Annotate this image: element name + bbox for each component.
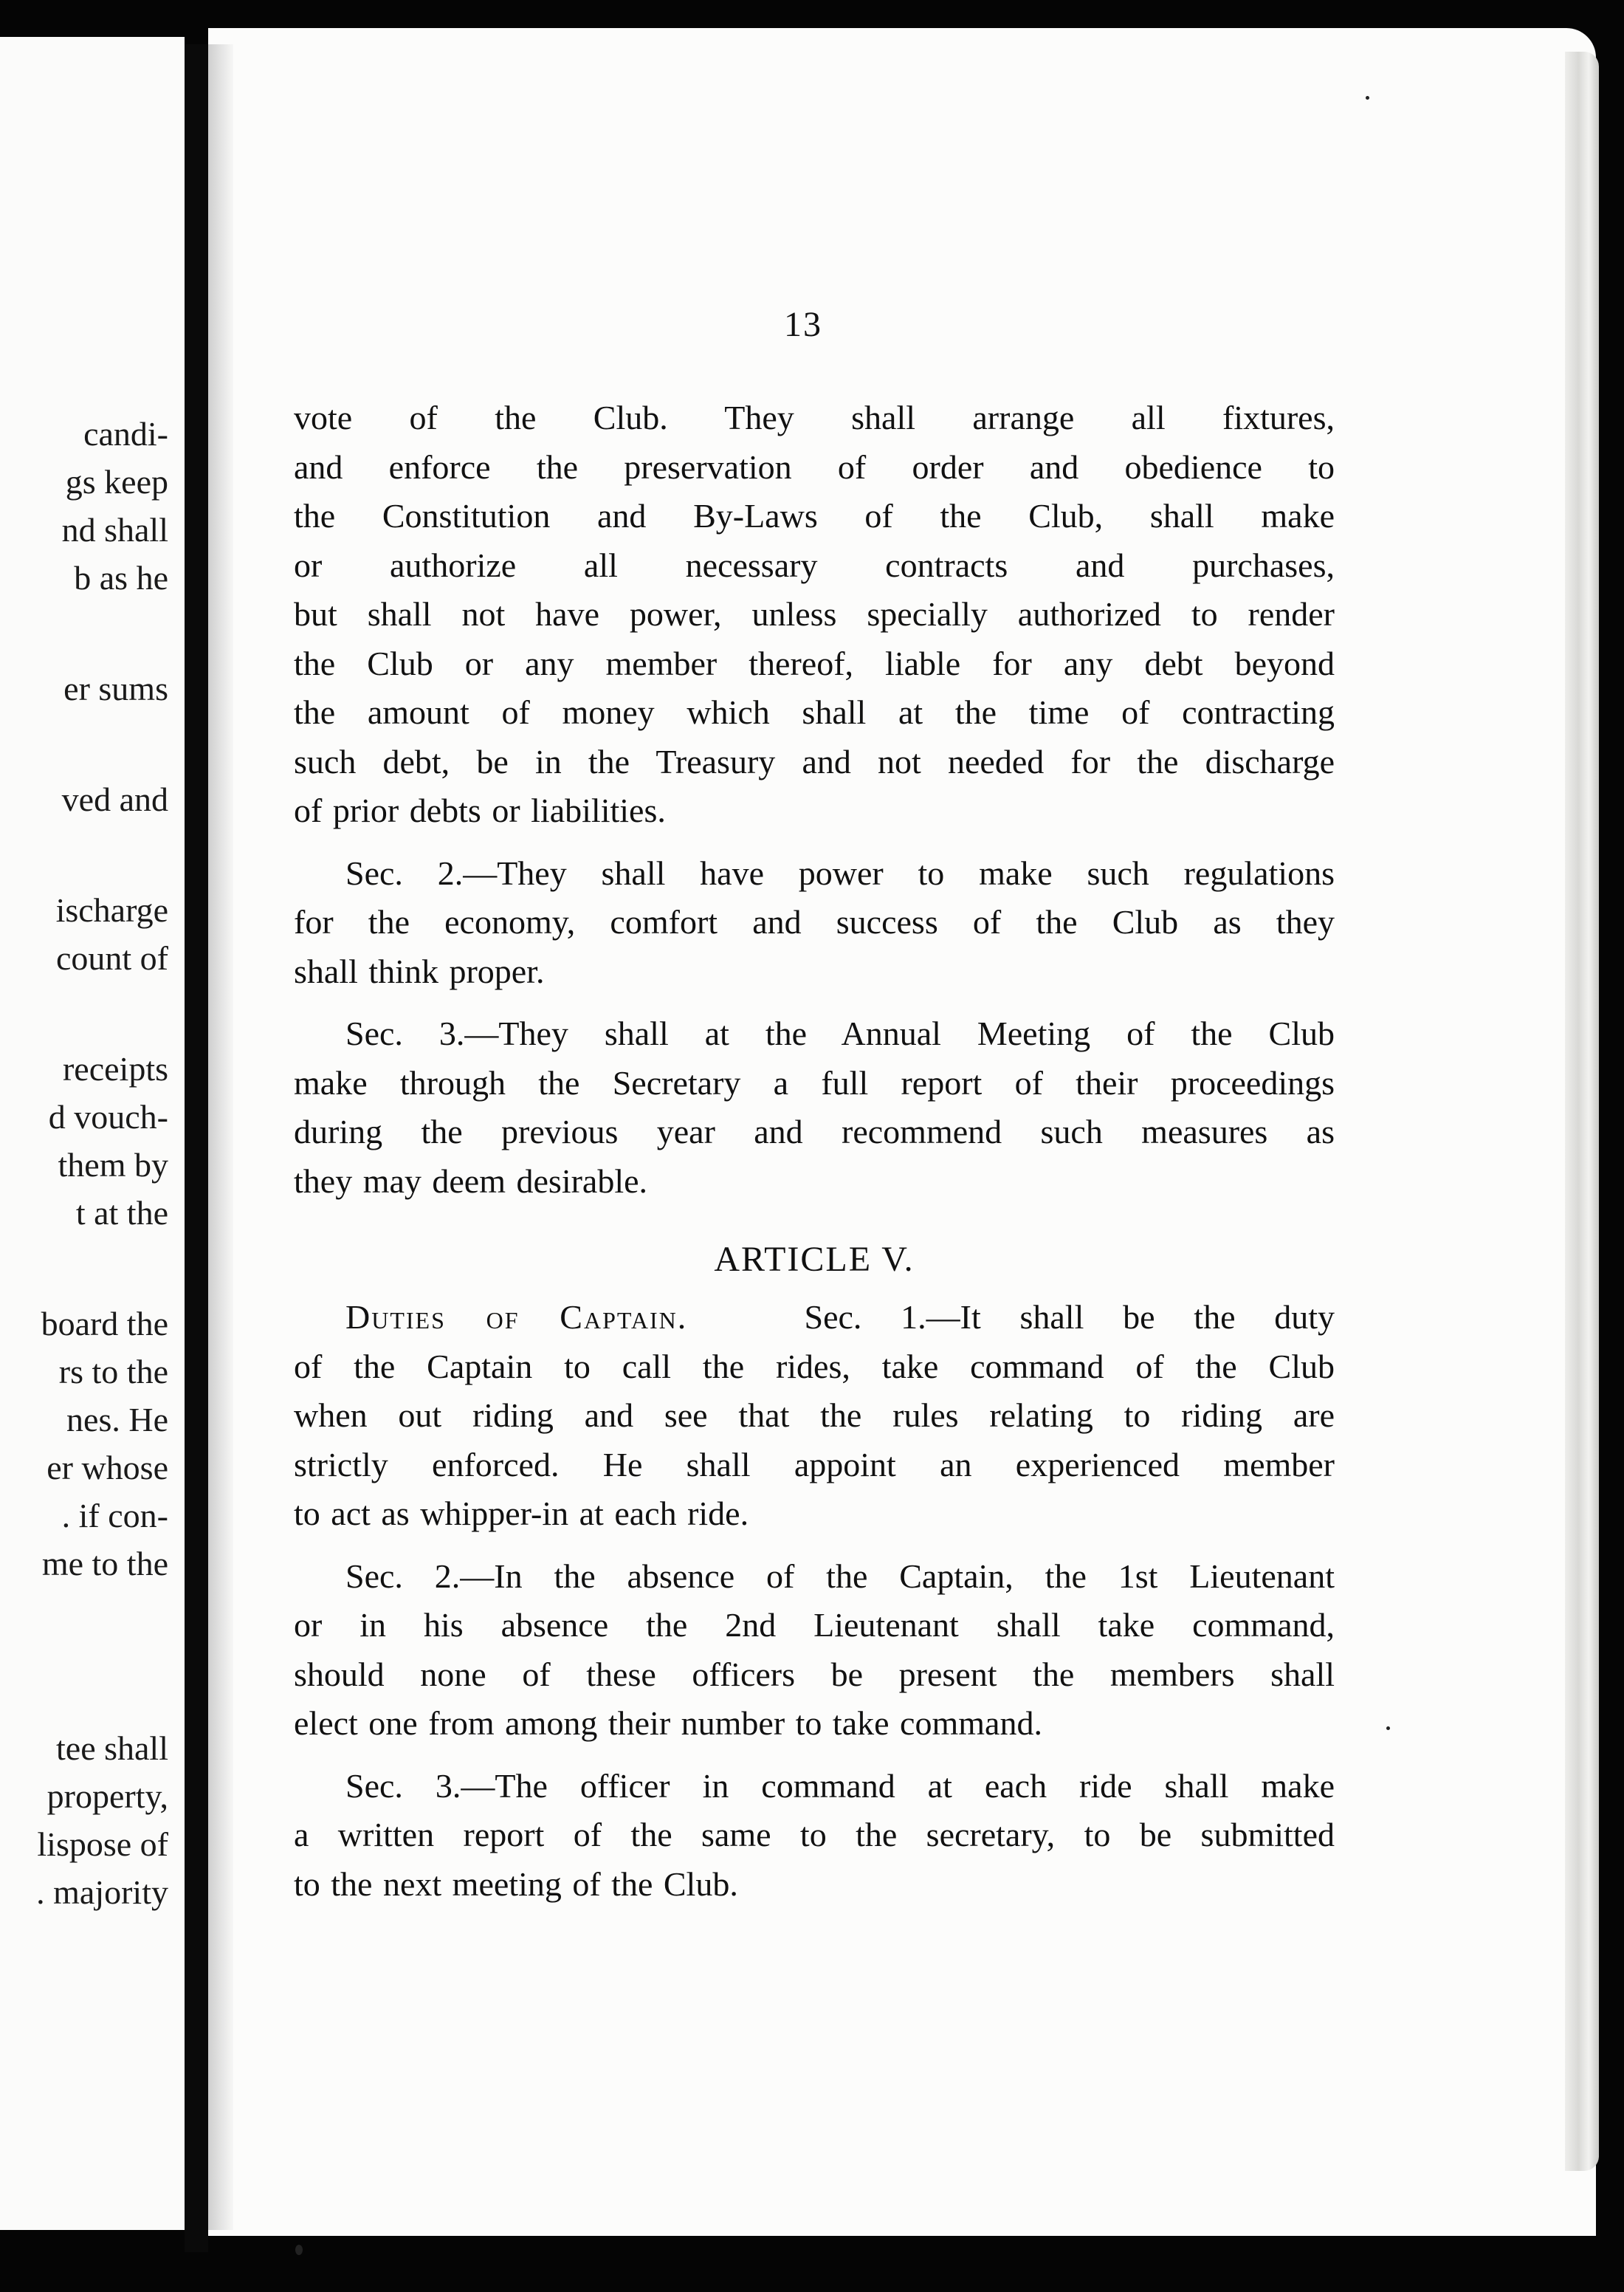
left-line: b as he [74,559,168,597]
scan-speck [295,2245,303,2255]
page-edge [1565,52,1599,2171]
gutter-shadow [208,44,233,2230]
text-line [294,1293,1335,1342]
left-line: me to the [41,1545,168,1582]
paragraph-article-iv-continued [294,394,1335,836]
text-line: and enforce the preservation of order and obedience to [294,447,1335,486]
left-line: candi- [83,415,168,453]
left-line: rs to the [58,1353,168,1390]
text-line: Sec. 2.—In the absence of the Captain, the 1st Lieutenant [345,1557,1335,1595]
left-line: er sums [63,670,168,707]
left-line: them by [58,1146,168,1184]
text-line: of prior debts or liabilities. [294,792,666,829]
left-line: board the [41,1305,168,1342]
page-number: 13 [784,305,822,344]
paragraph-captain-sec-3 [294,1762,1335,1910]
text-line: of the Captain to call the rides, take command of the Club [294,1347,1335,1385]
article-heading: ARTICLE V. [714,1240,915,1279]
paragraph-captain-sec-2 [294,1552,1335,1749]
left-line: property, [47,1777,168,1815]
left-line: tee shall [56,1729,168,1767]
text-line: the Constitution and By-Laws of the Club, shall make [294,497,1335,535]
text-line: to the next meeting of the Club. [294,1864,738,1903]
text-line: such debt, be in the Treasury and not needed for the discharge [294,742,1335,780]
left-line: . if con- [61,1497,168,1534]
text-line: Sec. 3.—They shall at the Annual Meeting of the Club [345,1015,1335,1052]
left-line: nd shall [61,511,168,549]
scan-speck [1366,96,1369,100]
text-line: they may deem desirable. [294,1162,648,1200]
text-line: the amount of money which shall at the time of contracting [294,693,1335,731]
text-line: during the previous year and recommend such measures as [294,1113,1335,1150]
left-line: ischarge [55,891,168,929]
page-text [294,394,1335,1909]
left-line: receipts [62,1050,168,1088]
text-line: elect one from among their number to take command. [294,1704,1042,1742]
left-line: . majority [36,1873,168,1911]
paragraph-sec-3 [294,1009,1335,1206]
section-heading: Duties of Captain. [345,1298,688,1336]
text-fragment: Sec. 1.—It shall be the duty [804,1298,1335,1336]
text-line: Sec. 3.—The officer in command at each ride shall make [345,1766,1335,1805]
left-line: er whose [47,1449,168,1486]
text-line: shall think proper. [294,952,545,990]
text-line: the Club or any member thereof, liable for any debt beyond [294,644,1335,682]
left-page-fragment [0,37,185,2230]
text-line: or in his absence the 2nd Lieutenant shall take command, [294,1606,1335,1644]
left-line: lispose of [37,1825,168,1863]
text-line: Sec. 2.—They shall have power to make such regulations [345,854,1335,892]
text-line: make through the Secretary a full report of their proceedings [294,1063,1335,1102]
text-line: for the economy, comfort and success of the Club as they [294,903,1335,941]
left-line: d vouch- [48,1098,168,1136]
text-line: should none of these officers be present the members shall [294,1655,1335,1693]
left-line: count of [55,939,168,977]
paragraph-sec-2 [294,849,1335,997]
text-line: to act as whipper-in at each ride. [294,1495,749,1532]
text-line: or authorize all necessary contracts and purchases, [294,546,1335,584]
text-line: vote of the Club. They shall arrange all fixtures, [294,399,1335,436]
scan-speck [1386,1726,1390,1730]
left-line: nes. He [66,1401,168,1438]
text-line: a written report of the same to the secretary, to be submitted [294,1816,1335,1853]
text-line: when out riding and see that the rules relating to riding are [294,1396,1335,1434]
left-line: gs keep [65,463,168,501]
text-line: but shall not have power, unless specially authorized to render [294,595,1335,633]
paragraph-duties-of-captain [294,1293,1335,1539]
left-line: t at the [75,1194,168,1232]
binding-gutter [185,44,208,2252]
text-line: strictly enforced. He shall appoint an experienced member [294,1445,1335,1483]
left-line: ved and [61,780,168,818]
